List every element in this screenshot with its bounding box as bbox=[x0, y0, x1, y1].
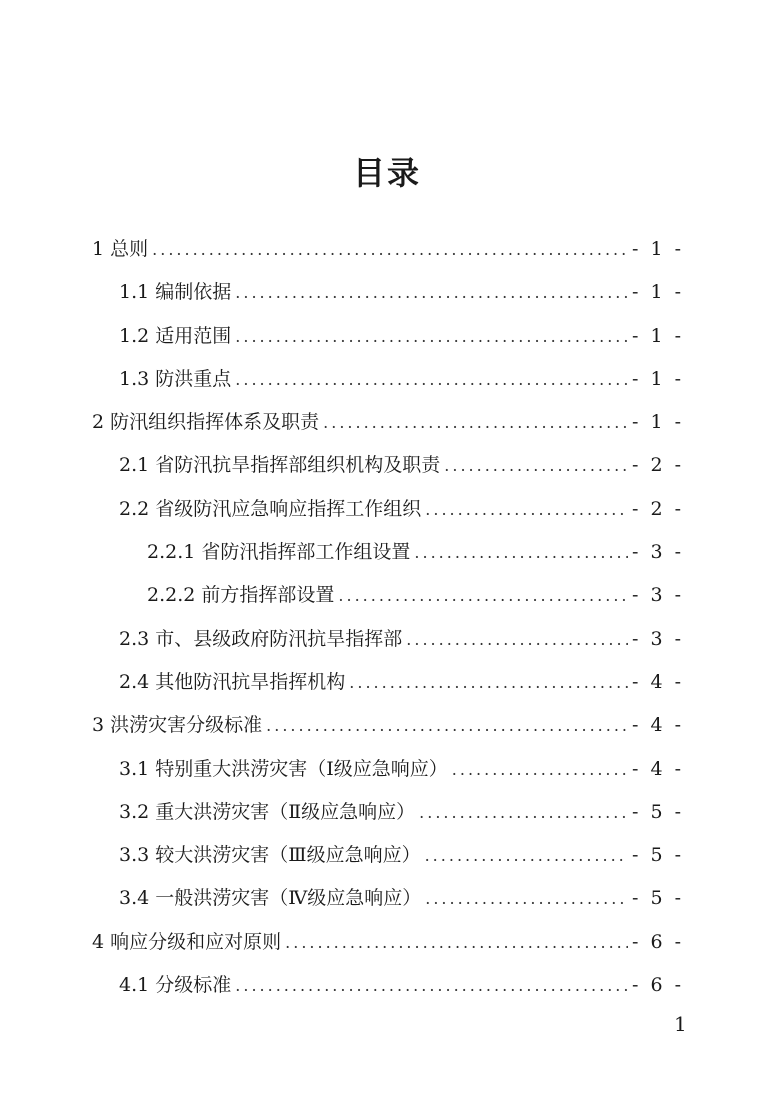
toc-entry-text: 3 洪涝灾害分级标准 bbox=[92, 714, 263, 737]
toc-dot-leader bbox=[235, 358, 628, 401]
toc-entry[interactable] bbox=[92, 791, 684, 834]
toc-entry-text: 3.2 重大洪涝灾害（Ⅱ级应急响应） bbox=[119, 800, 416, 823]
toc-dot-leader bbox=[406, 618, 628, 661]
toc-entry[interactable] bbox=[92, 964, 684, 1007]
toc-dot-leader bbox=[425, 488, 628, 531]
toc-entry-text: 2.1 省防汛抗旱指挥部组织机构及职责 bbox=[119, 454, 441, 477]
toc-entry-page: - 2 - bbox=[631, 497, 684, 520]
toc-entry[interactable] bbox=[92, 228, 684, 271]
toc-entry-text: 2.2.1 省防汛指挥部工作组设置 bbox=[147, 541, 411, 564]
toc-entry-text: 2.3 市、县级政府防汛抗旱指挥部 bbox=[119, 627, 403, 650]
toc-entry-page: - 2 - bbox=[631, 454, 684, 477]
toc-entry-page: - 3 - bbox=[631, 584, 684, 607]
toc-entry[interactable] bbox=[92, 921, 684, 964]
toc-entry-text: 3.1 特别重大洪涝灾害（Ⅰ级应急响应） bbox=[119, 757, 448, 780]
page-number: 1 bbox=[674, 1012, 687, 1036]
toc-dot-leader bbox=[419, 791, 628, 834]
toc-entry[interactable] bbox=[92, 401, 684, 444]
toc-entry-page: - 3 - bbox=[631, 541, 684, 564]
toc-dot-leader bbox=[452, 748, 628, 791]
toc-entry-page: - 4 - bbox=[631, 757, 684, 780]
toc-entry-page: - 5 - bbox=[631, 887, 684, 910]
toc-entry-text: 2.4 其他防汛抗旱指挥机构 bbox=[119, 670, 346, 693]
toc-entry-text: 2.2 省级防汛应急响应指挥工作组织 bbox=[119, 497, 422, 520]
toc-entry-page: - 1 - bbox=[631, 324, 684, 347]
toc-entry-page: - 3 - bbox=[631, 627, 684, 650]
toc-dot-leader bbox=[235, 271, 628, 314]
toc-entry-text: 1.1 编制依据 bbox=[119, 281, 232, 304]
toc-entry-text: 1 总则 bbox=[92, 238, 149, 260]
toc-entry[interactable] bbox=[92, 748, 684, 791]
toc-dot-leader bbox=[152, 228, 628, 271]
toc-dot-leader bbox=[285, 921, 628, 964]
toc-entry-page: - 1 - bbox=[631, 367, 684, 390]
toc-entry-text: 4 响应分级和应对原则 bbox=[92, 930, 282, 953]
toc-dot-leader bbox=[235, 964, 628, 1007]
toc-entry-page: - 4 - bbox=[631, 670, 684, 693]
toc-dot-leader bbox=[425, 834, 628, 877]
toc-entry-page: - 4 - bbox=[631, 714, 684, 737]
toc-entry-text: 2.2.2 前方指挥部设置 bbox=[147, 584, 335, 607]
page-title: 目录 bbox=[352, 154, 421, 192]
toc-dot-leader bbox=[349, 661, 628, 704]
toc-entry-text: 4.1 分级标准 bbox=[119, 974, 232, 997]
toc-entry[interactable] bbox=[92, 834, 684, 877]
toc-entry[interactable] bbox=[92, 531, 684, 574]
toc-dot-leader bbox=[444, 444, 628, 487]
toc-entry[interactable] bbox=[92, 444, 684, 487]
toc-entry-text: 3.4 一般洪涝灾害（Ⅳ级应急响应） bbox=[119, 887, 422, 910]
toc-entry[interactable] bbox=[92, 315, 684, 358]
toc-entry[interactable] bbox=[92, 358, 684, 401]
toc-entry-page: - 6 - bbox=[631, 930, 684, 953]
toc-dot-leader bbox=[235, 315, 628, 358]
toc-entry-page: - 5 - bbox=[631, 800, 684, 823]
toc-entry[interactable] bbox=[92, 488, 684, 531]
toc-dot-leader bbox=[323, 401, 628, 444]
toc-entry-page: - 1 - bbox=[631, 411, 684, 434]
toc-entry[interactable] bbox=[92, 704, 684, 747]
toc-entry-page: - 5 - bbox=[631, 844, 684, 867]
toc-entry[interactable] bbox=[92, 574, 684, 617]
table-of-contents bbox=[92, 228, 684, 1007]
toc-dot-leader bbox=[414, 531, 628, 574]
toc-dot-leader bbox=[425, 877, 628, 920]
toc-entry-text: 2 防汛组织指挥体系及职责 bbox=[92, 411, 320, 434]
toc-entry[interactable] bbox=[92, 661, 684, 704]
toc-entry-page: - 6 - bbox=[631, 974, 684, 997]
toc-entry-page: - 1 - bbox=[631, 238, 684, 260]
toc-entry[interactable] bbox=[92, 618, 684, 661]
toc-entry[interactable] bbox=[92, 877, 684, 920]
toc-entry-text: 1.2 适用范围 bbox=[119, 324, 232, 347]
toc-dot-leader bbox=[266, 704, 628, 747]
toc-entry-text: 1.3 防洪重点 bbox=[119, 367, 232, 390]
toc-entry[interactable] bbox=[92, 271, 684, 314]
toc-dot-leader bbox=[338, 574, 628, 617]
toc-entry-text: 3.3 较大洪涝灾害（Ⅲ级应急响应） bbox=[119, 844, 421, 867]
toc-entry-page: - 1 - bbox=[631, 281, 684, 304]
